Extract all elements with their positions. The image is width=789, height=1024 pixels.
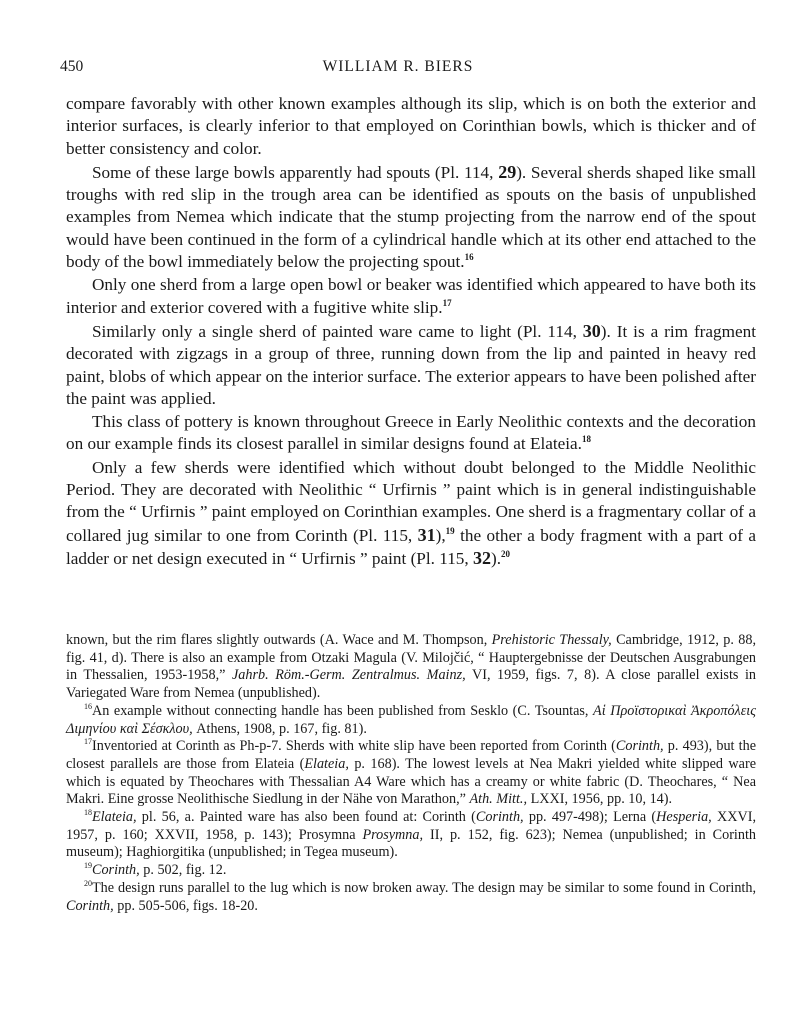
footnote-ref-18: 18: [581, 434, 591, 445]
footnote-19: $^{19}$Corinth, p. 502, fig. 12.: [84, 861, 227, 879]
footnote-ref-19: 19: [445, 525, 455, 536]
footnote-ref-17: 17: [442, 297, 452, 308]
footnote-ref-20: 20: [501, 548, 511, 559]
plate-ref-32: 32: [472, 547, 491, 568]
footnote-continued: known, but the rim flares slightly outwards (A. Wace and M. Thompson, Prehistoric Thessaly, Cambridge, 1912, p. 88, fig. 41, d). There is also an example from Otzaki Magula (V. Milojčić, “ Hauptergebnisse der Deutschen Ausgrabungen in Thessalien, 1953-1958,” Jahrb. Röm.-Germ. Zentralmus. Mainz, VI, 1959, figs. 7, 8). A close parallel exists in Variegated Ware from Nemea (unpublished).: [66, 632, 757, 702]
footnote-ref-16: 16: [464, 252, 474, 263]
footnotes: [66, 632, 756, 915]
footnote-17: $^{17}$Inventoried at Corinth as Ph-p-7. Sherds with white slip have been reported from Corinth (Corinth, p. 493), but the closest parallels are those from Elateia (Elateia, p. 168). The lowest levels at Nea Makri yielded white slipped ware which is equated by Theochares with Thessalian A4 Ware which has a creamy or white fabric (D. Theochares, “ Nea Makri. Eine grosse Neolithische Siedlung in der Nähe von Marathon,” Ath. Mitt., LXXI, 1956, pp. 10, 14).: [66, 737, 757, 808]
footnote-18: $^{18}$Elateia, pl. 56, a. Painted ware has also been found at: Corinth (Corinth, pp. 497-498); Lerna (Hesperia, XXVI, 1957, p. 160; XXVII, 1958, p. 143); Prosymna Prosymna, II, p. 152, fig. 623); Nemea (unpublished; in Corinth museum); Haghiorgitika (unpublished; in Tegea museum).: [66, 808, 757, 861]
paragraph-5: This class of pottery is known throughout Greece in Early Neolithic contexts and the decoration on our example finds its closest parallel in similar designs found at Elateia.$^{18}$: [66, 412, 756, 454]
paragraph-6: Only a few sherds were identified which without doubt belonged to the Middle Neolithic Period. They are decorated with Neolithic “ Urfirnis ” paint which is in general indistinguishable from the “ Urfirnis ” paint employed on Corinthian examples. One sherd is a fragmentary collar of a collared jug similar to one from Corinth (Pl. 115, 31),$^{19}$ the other a body fragment with a part of a ladder or net design executed in “ Urfirnis ” paint (Pl. 115, 32).$^{20}$: [66, 457, 756, 568]
paragraph-2: Some of these large bowls apparently had spouts (Pl. 114, 29). Several sherds shaped like small troughs with red slip in the trough area can be identified as spouts on the basis of unpublished examples from Nemea which indicate that the stump projecting from the narrow end of the spout would have been continued in the form of a cylindrical handle which at its other end attached to the body of the bowl immediately below the projecting spout.$^{16}$: [66, 161, 757, 272]
footnote-20: $^{20}$The design runs parallel to the lug which is now broken away. The design may be similar to some found in Corinth, Corinth, pp. 505-506, figs. 18-20.: [66, 878, 756, 914]
page-header: [60, 58, 736, 80]
plate-ref-29: 29: [498, 161, 517, 182]
paragraph-1: compare favorably with other known examples although its slip, which is on both the exterior and interior surfaces, is clearly inferior to that employed on Corinthian bowls, which is thicker and of better consistency and color.: [66, 94, 756, 158]
plate-ref-31: 31: [417, 524, 436, 545]
footnote-16: $^{16}$An example without connecting handle has been published from Sesklo (C. Tsountas, Αἱ Προϊστορικαὶ Ἀκροπόλεις Διμηνίου καὶ Σέσκλου, Athens, 1908, p. 167, fig. 81).: [66, 701, 756, 737]
plate-ref-30: 30: [582, 320, 601, 341]
running-head: WILLIAM R. BIERS: [322, 58, 474, 75]
paragraph-4: Similarly only a single sherd of painted ware came to light (Pl. 114, 30). It is a rim fragment decorated with zigzags in a group of three, running down from the lip and painted in heavy red paint, blobs of which appear on the interior surface. The exterior appears to have been polished after the paint was applied.: [66, 320, 756, 408]
paragraph-3: Only one sherd from a large open bowl or beaker was identified which appeared to have both its interior and exterior covered with a fugitive white slip.$^{17}$: [66, 275, 756, 317]
main-text: [66, 93, 756, 571]
page-number: 450: [60, 58, 84, 75]
